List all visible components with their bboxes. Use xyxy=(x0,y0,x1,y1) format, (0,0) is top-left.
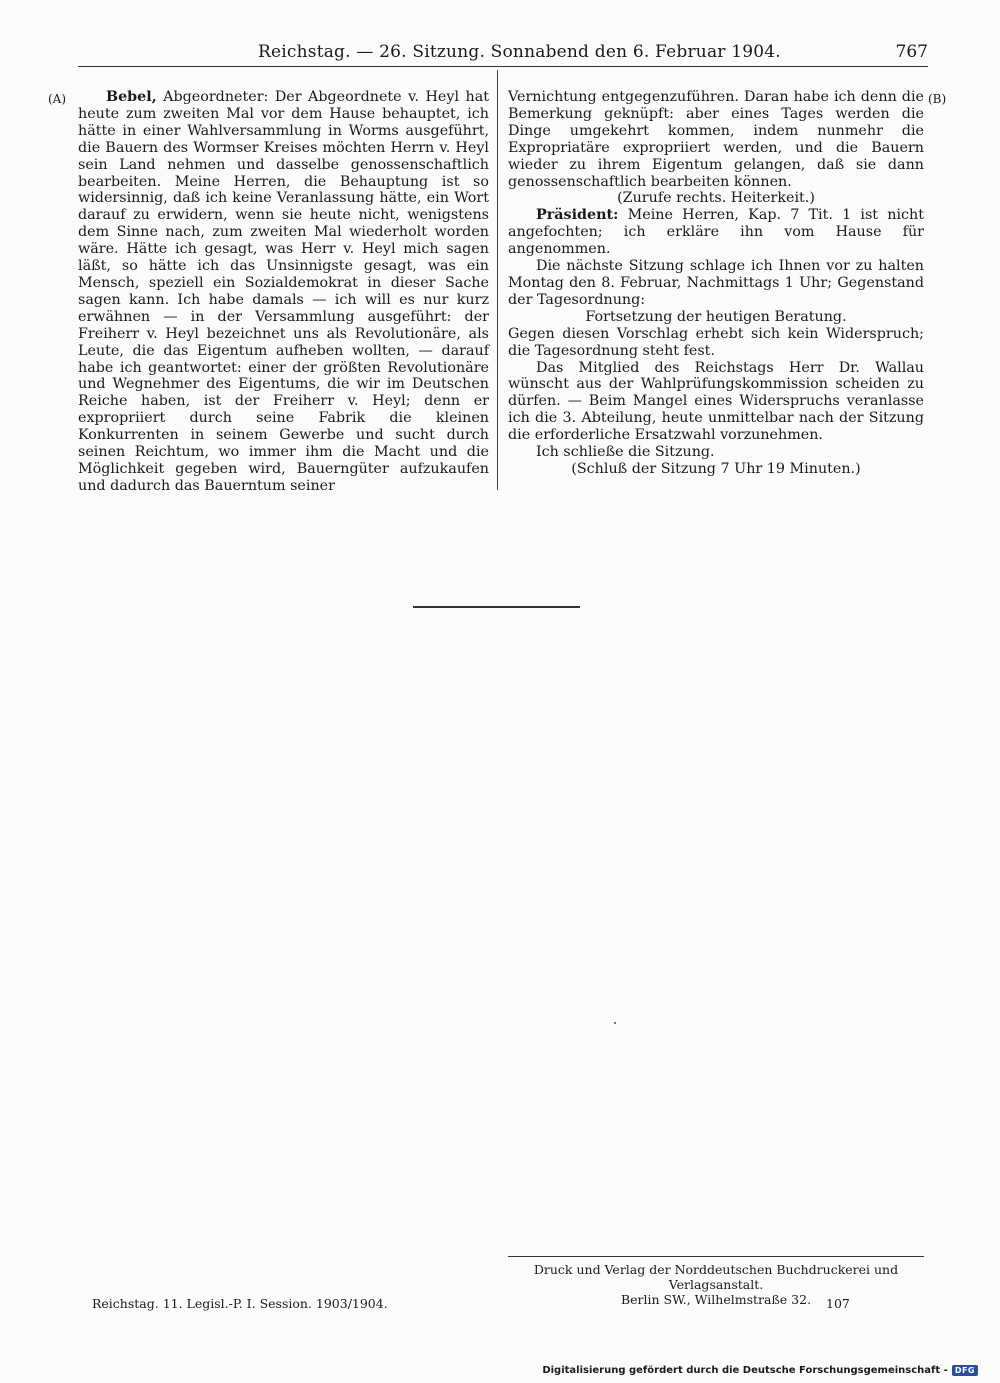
header-title: Reichstag. — 26. Sitzung. Sonnabend den 6. Februar 1904. xyxy=(258,42,781,62)
session-close-time: (Schluß der Sitzung 7 Uhr 19 Minuten.) xyxy=(571,460,861,477)
margin-mark-b: (B) xyxy=(928,92,947,106)
bebel-speech xyxy=(78,89,489,495)
page-number: 767 xyxy=(895,42,928,62)
running-header xyxy=(78,42,928,62)
member-resignation: Das Mitglied des Reichstags Herr Dr. Wallau wünscht aus der Wahlprüfungskommission scheiden zu dürfen. — Beim Mangel eines Widerspruchs veranlasse ich die 3. Abteilung, heute unmittelbar nach der Sitzung die erforderliche Ersatzwahl vorzunehmen. xyxy=(508,359,924,444)
right-column xyxy=(508,89,924,478)
header-rule xyxy=(78,66,928,67)
president-statement-text: Meine Herren, Kap. 7 Tit. 1 ist nicht angefochten; ich erkläre ihn vom Hause für angenommen. xyxy=(508,207,924,258)
president-statement xyxy=(508,207,924,258)
session-close: Ich schließe die Sitzung. xyxy=(536,444,715,461)
interjection: (Zurufe rechts. Heiterkeit.) xyxy=(617,190,815,207)
imprint-publisher: Druck und Verlag der Norddeutschen Buchdruckerei und Verlagsanstalt. xyxy=(533,1262,899,1292)
dfg-logo-icon: DFG xyxy=(952,1365,978,1376)
next-session: Die nächste Sitzung schlage ich Ihnen vor zu halten Montag den 8. Februar, Nachmittags 1 Uhr; Gegenstand der Tagesordnung: xyxy=(508,258,924,308)
imprint-address: Berlin SW., Wilhelmstraße 32. xyxy=(620,1292,812,1307)
column-divider xyxy=(497,70,498,490)
footer-signature: Reichstag. 11. Legisl.-P. I. Session. 1903/1904. xyxy=(92,1296,388,1311)
left-column xyxy=(78,89,489,495)
digitization-note xyxy=(542,1365,978,1376)
bebel-speech-continued: Vernichtung entgegenzuführen. Daran habe ich denn die Bemerkung geknüpft: aber eines Tages werden die Dinge umgekehrt kommen, indem nunmehr die Expropriatäre expropriiert werden, und die Bauern wieder zu ihrem Eigentum gelangen, daß sie dann genossenschaftlich bearbeiten können. xyxy=(508,89,924,190)
speaker-president: Präsident: xyxy=(536,207,619,224)
imprint-rule xyxy=(508,1256,924,1257)
print-speck xyxy=(614,1022,616,1024)
no-objection: Gegen diesen Vorschlag erhebt sich kein Widerspruch; die Tagesordnung steht fest. xyxy=(508,325,924,359)
agenda-item: Fortsetzung der heutigen Beratung. xyxy=(585,308,847,325)
bebel-speech-text: Abgeordneter: Der Abgeordnete v. Heyl hat heute zum zweiten Mal vor dem Hause behauptet, ich hätte in einer Wahlversammlung in Worms ausgeführt, die Bauern des Wormser Kreises möchten Herrn v. Heyl sein Land nehmen und dasselbe genossenschaftlich bearbeiten. Meine Herren, die Behauptung ist so widersinnig, daß ich keine Veranlassung hätte, ein Wort darauf zu erwidern, wenn sie heute nicht, wenigstens dem Sinne nach, zum zweiten Mal wiederholt worden wäre. Hätte ich gesagt, was Herr v. Heyl mich sagen läßt, so hätte ich das Unsinnigste gesagt, was ein Mensch, speziell ein Sozialdemokrat in dieser Sache sagen kann. Ich habe damals — ich will es nur kurz erwähnen — in der Versammlung ausgeführt: der Freiherr v. Heyl bezeichnet uns als Revolutionäre, als Leute, die das Eigentum aufheben wollten, — darauf habe ich geantwortet: einer der größten Revolutionäre und Wegnehmer des Eigentums, die wir im Deutschen Reiche haben, ist der Freiherr v. Heyl; denn er expropriiert durch seine Fabrik die kleinen Konkurrenten in seinem Gewerbe und sucht durch seinen Reichtum, wo immer ihm die Macht und die Möglichkeit gegeben wird, Bauerngüter aufzukaufen und dadurch das Bauerntum seiner xyxy=(78,89,489,494)
digitization-text: Digitalisierung gefördert durch die Deutsche Forschungsgemeinschaft - xyxy=(542,1365,948,1376)
margin-mark-a: (A) xyxy=(48,92,67,106)
end-of-session-rule xyxy=(413,606,580,608)
footer-sheet-number: 107 xyxy=(826,1296,850,1311)
imprint xyxy=(508,1262,924,1307)
speaker-bebel: Bebel, xyxy=(106,89,157,105)
